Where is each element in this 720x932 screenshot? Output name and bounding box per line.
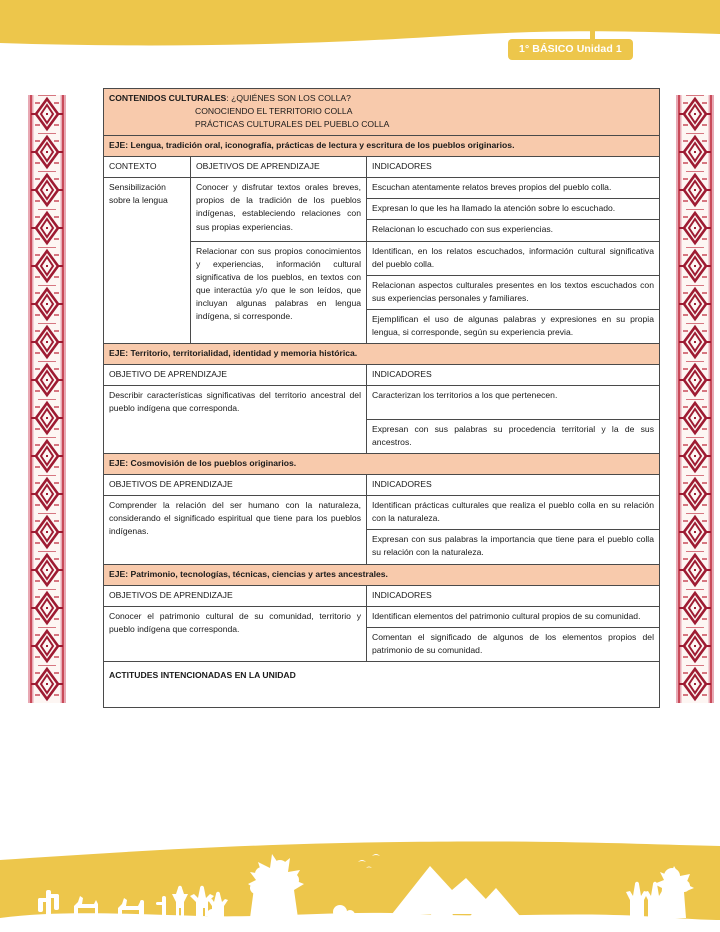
table-row-oa1-ind1 [104, 178, 660, 199]
eje-territorio-heading: EJE: Territorio, territorialidad, identidad y memoria histórica. [104, 343, 660, 364]
indicador-cosmovision-2: Expresan con sus palabras la importancia que tiene para el pueblo colla su relación con la naturaleza. [367, 530, 660, 564]
title-question: : ¿QUIÉNES SON LOS COLLA? [226, 93, 351, 103]
table-row-patrimonio-headers [104, 585, 660, 606]
unit-plan-table [103, 88, 660, 708]
indicador-lengua-2-1: Identifican, en los relatos escuchados, información cultural significativa del pueblo colla. [367, 241, 660, 275]
left-textile-band [28, 95, 66, 703]
table-row-actitudes [104, 661, 660, 707]
column-header-contexto: CONTEXTO [104, 157, 191, 178]
indicador-patrimonio-2: Comentan el significado de algunos de los elementos propios del patrimonio de su comunidad. [367, 627, 660, 661]
table-row-eje-lengua [104, 136, 660, 157]
bottom-illustration-band [0, 840, 720, 932]
eje-lengua-heading: EJE: Lengua, tradición oral, iconografía, prácticas de lectura y escritura de los pueblos originarios. [104, 136, 660, 157]
table-row-column-headers [104, 157, 660, 178]
table-row-eje-patrimonio [104, 564, 660, 585]
altiplano-landscape-silhouette-icon [0, 840, 720, 932]
table-row-eje-territorio [104, 343, 660, 364]
column-header-indicadores-territorio: INDICADORES [367, 364, 660, 385]
column-header-objetivos-patrimonio: OBJETIVOS DE APRENDIZAJE [104, 585, 367, 606]
eje-cosmovision-heading: EJE: Cosmovisión de los pueblos originarios. [104, 454, 660, 475]
unit-badge: 1° BÁSICO Unidad 1 [508, 39, 633, 60]
actitudes-heading: ACTITUDES INTENCIONADAS EN LA UNIDAD [104, 661, 660, 707]
column-header-objetivos-cosmovision: OBJETIVOS DE APRENDIZAJE [104, 475, 367, 496]
indicador-lengua-1-2: Expresan lo que les ha llamado la atención sobre lo escuchado. [367, 199, 660, 220]
table-row-patrimonio-1 [104, 606, 660, 627]
table-row-territorio-headers [104, 364, 660, 385]
right-textile-band [676, 95, 714, 703]
column-header-indicadores-cosmovision: INDICADORES [367, 475, 660, 496]
column-header-objetivos: OBJETIVOS DE APRENDIZAJE [191, 157, 367, 178]
indicador-lengua-1-3: Relacionan lo escuchado con sus experiencias. [367, 220, 660, 241]
title-line-1 [109, 92, 654, 105]
eje-patrimonio-heading: EJE: Patrimonio, tecnologías, técnicas, ciencias y artes ancestrales. [104, 564, 660, 585]
table-row-eje-cosmovision [104, 454, 660, 475]
title-label: CONTENIDOS CULTURALES [109, 93, 227, 103]
oa-lengua-2: Relacionar con sus propios conocimientos y experiencias, información cultural significativa de los pueblos, en textos con que interactúa y/o que le son leídos, que incluyan algunas palabras en lengua indígena, si corresponde. [191, 241, 367, 343]
table-row-title [104, 89, 660, 136]
contexto-sensibilizacion: Sensibilización sobre la lengua [104, 178, 191, 344]
indicador-territorio-1: Caracterizan los territorios a los que pertenecen. [367, 386, 660, 420]
indicador-lengua-2-2: Relacionan aspectos culturales presentes en los textos escuchados con sus experiencias personales y familiares. [367, 275, 660, 309]
cultural-contents-title [104, 89, 660, 136]
indicador-patrimonio-1: Identifican elementos del patrimonio cultural propios de su comunidad. [367, 606, 660, 627]
column-header-indicadores: INDICADORES [367, 157, 660, 178]
andean-weave-pattern-icon [676, 95, 714, 703]
indicador-lengua-2-3: Ejemplifican el uso de algunas palabras y expresiones en su propia lengua, si corresponde, según su experiencia previa. [367, 309, 660, 343]
column-header-indicadores-patrimonio: INDICADORES [367, 585, 660, 606]
title-line-2: CONOCIENDO EL TERRITORIO COLLA [195, 106, 353, 117]
oa-territorio: Describir características significativas del territorio ancestral del pueblo indígena que corresponda. [104, 386, 367, 454]
indicador-lengua-1-1: Escuchan atentamente relatos breves propios del pueblo colla. [367, 178, 660, 199]
table-row-cosmovision-1 [104, 496, 660, 530]
table-row-cosmovision-headers [104, 475, 660, 496]
indicador-cosmovision-1: Identifican prácticas culturales que realiza el pueblo colla en su relación con la naturaleza. [367, 496, 660, 530]
column-header-objetivo-territorio: OBJETIVO DE APRENDIZAJE [104, 364, 367, 385]
oa-lengua-1: Conocer y disfrutar textos orales breves, propios de la tradición de los pueblos indígenas, estableciendo relaciones con sus propias experiencias. [191, 178, 367, 241]
title-line-3: PRÁCTICAS CULTURALES DEL PUEBLO COLLA [195, 119, 390, 130]
indicador-territorio-2: Expresan con sus palabras su procedencia territorial y la de sus ancestros. [367, 420, 660, 454]
oa-patrimonio: Conocer el patrimonio cultural de su comunidad, territorio y pueblo indígena que corresponda. [104, 606, 367, 661]
oa-cosmovision: Comprender la relación del ser humano con la naturaleza, considerando el significado espiritual que tiene para los pueblos indígenas. [104, 496, 367, 564]
table-row-territorio-1 [104, 386, 660, 420]
unit-plan-sheet [103, 88, 659, 708]
andean-weave-pattern-icon [28, 95, 66, 703]
